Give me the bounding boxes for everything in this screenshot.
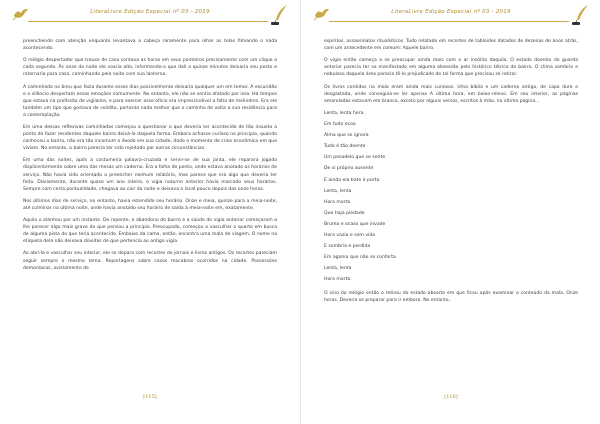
- poem-line: Hora morta.: [324, 277, 352, 283]
- poem-line: E sombria e perdida: [324, 244, 371, 250]
- poem-line: Tudo é tão doente: [324, 144, 366, 150]
- right-body: [324, 38, 578, 309]
- poem-line: Hora vazia e sem vida: [324, 232, 376, 238]
- left-body: [23, 38, 277, 277]
- poem-line: E ainda ela bate à porta: [324, 177, 380, 183]
- quill-icon: [270, 4, 290, 26]
- paragraph: A caminhada no breu que fazia durante esses dias possivelmente deixaria qualquer um em temor. A escuridão e o silêncio despertam essas emoções comumente. No entanto, ele não se sentia afetado por isso. Há tempos que estava na profissão de vigilante, e para exercer esse ofício era imprescindível a falta de melindres. Era ele também um tipo que gostava de solidão, portanto nada melhor que o caminho de volta a sua residência para a contemplação.: [23, 84, 277, 118]
- poem-line: Alma que se ignora: [324, 133, 369, 139]
- paragraph: Em uma dessas reflexivas caminhadas começou a questionar o que deveria ter acontecido de tão insueto a ponto de fazer residentes daquele bairro deixá-lo daquela forma. Embora achasse curioso no princípio, quando conheceu o bairro, não era tão incomum o êxodo em sua cidade, dado o momento de crise econômica em que viviam. No entanto, o bairro parecia ter sido rejeitado por outras circunstâncias.: [23, 125, 277, 152]
- poem-line: Hora morta: [324, 199, 351, 205]
- page-header: [311, 4, 591, 30]
- quill-icon: [571, 4, 591, 26]
- paragraph: O vigia então começa a se preocupar ainda mais com o ar insólito daquilo. O estado doentio do guarda anterior parecia ter se manifestado em alguma obsessão pelo histórico tétrico do bairro. O clima sombrio e nebuloso daquela área parecia tê-lo prejudicado de tal forma que precisou se retirar.: [324, 58, 578, 78]
- paragraph: Em uma das noites, após a costumeira palavra-cruzada e servir-se de sua janta, ele reparara jogado displicentemente sobre uma das mesas um caderno. Era a folha de ponto, onde estava anotado os horários de serviço. Não havia sido orientado a preencher nenhum relatório, mas parece que era algo que deveria ter feito. Diariamente, durante quase um ano inteiro, o vigia noturno anterior havia marcado seus horários. Sempre com certa pontualidade, chegava ao cair da noite e deixava o local pouco depois das onze horas.: [23, 158, 277, 192]
- poem-line: Lenta, lenta hora.: [324, 110, 365, 116]
- paragraph: Aquilo o alarmou por um instante. De repente, o abandono do bairro e a saúde do vigia anterior começaram a lhe parecer algo mais grave do que pensou a princípio. Preocupado, começou a vasculhar o quarto em busca de alguma pista do que teria acontecido. Embaixo da cama, então, encontra uma mala de viagem. O nome na etiqueta dela não deixava dúvidas de que pertencia ao antigo vigia.: [23, 218, 277, 245]
- paragraph: Nos últimos dias de serviço, no entanto, havia estendido seu horário. Onze e meia, quinze para a meia-noite, até culminar na última noite, onde havia anotado seu horário de saída à meia-noite em, exatamente.: [23, 198, 277, 211]
- poem-line: Lenta, lenta: [324, 266, 352, 272]
- poem: [324, 110, 578, 284]
- header-title: LiteraLivre Edição Especial nº 03 - 2019: [90, 9, 210, 15]
- page-number: [116]: [444, 394, 458, 400]
- header-rule: [28, 21, 268, 22]
- header-rule: [329, 21, 569, 22]
- poem-line: Lenta, lenta: [324, 188, 352, 194]
- poem-line: Bruma e ocaso que invade: [324, 221, 386, 227]
- paragraph: espíritos, assassinatos ritualísticos. Tudo relatado em recortes de tabloides datados de dezenas de anos atrás, com um antecedente em comum: Aquele bairro.: [324, 39, 578, 52]
- page-header: [10, 4, 290, 30]
- poem-line: De si próprio ausente: [324, 166, 374, 172]
- poem-line: Um pesadelo que se sente: [324, 155, 386, 161]
- paragraph: preenchendo com atenção enquanto levantava a cabeça raramente para olhar as telas filmando o nada acontecendo.: [23, 39, 277, 52]
- header-title: LiteraLivre Edição Especial nº 03 - 2019: [391, 9, 511, 15]
- paragraph: O relógio despertador que trouxe de casa contava as horas em seus ponteiros precisamente com um clique a cada segundo. Às onze da noite ele soaria alto, informando-o que dali a quinze minutos deixaria seu posto e retornaria para casa, caminhando pela noite com sua lanterna.: [23, 58, 277, 78]
- paragraph: Ao abri-la e vasculhar seu interior, ele se depara com recortes de jornais e livros antigos. Os recortes pareciam seguir sempre o mesmo tema. Reportagens sobre casos macabros ocorridos na cidade. Possessões demoníacas, avistamento de: [23, 251, 277, 271]
- paragraph: O sino do relógio então o retirou do estado absorto em que ficou após examinar o conteúdo da mala. Onze horas. Deveria se preparar para ir embora. No entanto,: [324, 290, 578, 303]
- poem-line: Em tudo ecoa: [324, 122, 356, 128]
- paragraph: Os livros contidos na mala eram ainda mais curiosos. Uma bíblia e um caderno antigo, de capa dura e desgastada, onde conseguia-se ler apenas A última hora, em baixo-relevo. Em seu interior, as páginas amareladas estavam em branco, exceto por alguns versos, escritos à mão, na última página...: [324, 84, 578, 104]
- right-page: [300, 0, 600, 424]
- poem-line: Que haja piedade: [324, 210, 365, 216]
- poem-line: Em agonia que não se conforta: [324, 255, 396, 261]
- page-number: [115]: [143, 394, 157, 400]
